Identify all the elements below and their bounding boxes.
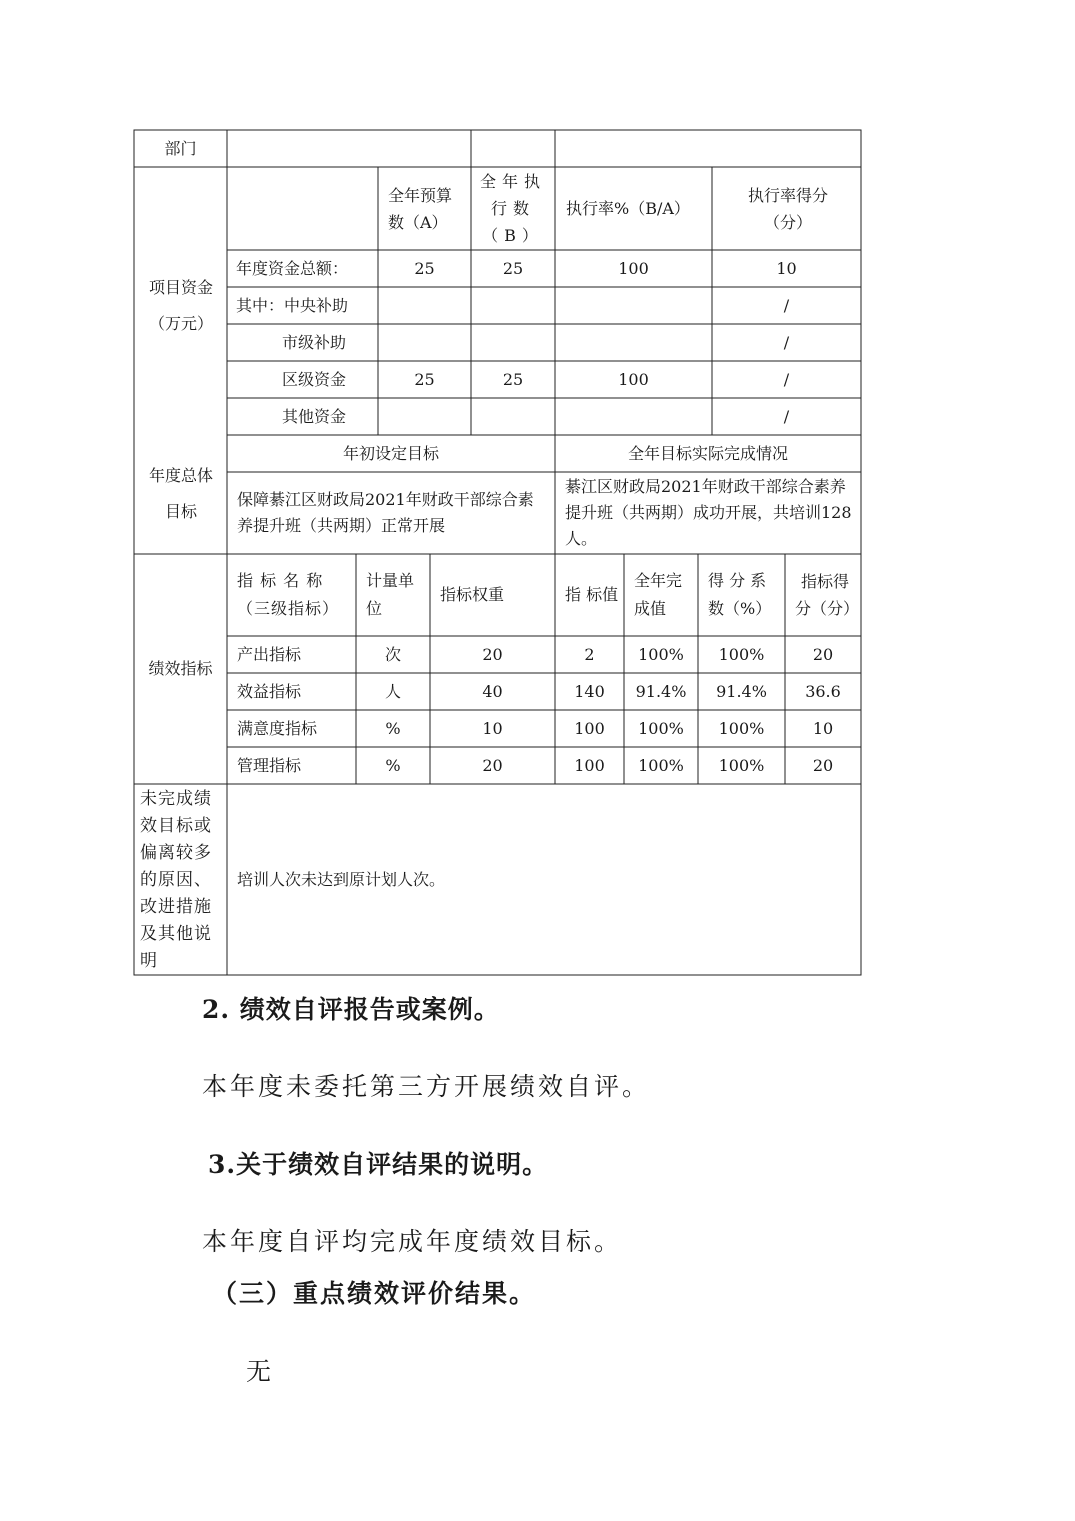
perf-row-score: 10 [812,718,834,738]
funds-row-a [378,324,471,361]
perf-row-name: 管理指标 [237,755,302,775]
perf-row-value: 100 [574,718,605,738]
perf-row-weight: 40 [482,681,503,701]
perf-row-weight: 20 [482,644,503,664]
funds-col-score: 执行率得分（分） [747,185,828,232]
funds-row-name: 年度资金总额： [236,258,349,278]
funds-row-rate [555,398,712,435]
funds-row-score: / [783,406,790,426]
funds-row-b [471,398,555,435]
perf-row-value: 140 [574,681,605,701]
goal-initial-header: 年初设定目标 [342,443,439,463]
funds-row-a [378,398,471,435]
perf-row-done: 100% [638,755,684,775]
funds-col-budget: 全年预算数（A） [388,185,453,232]
perf-row-score: 20 [812,644,834,664]
perf-row-value: 2 [584,644,595,664]
funds-row-rate: 100 [618,258,649,278]
funds-row-a: 25 [414,258,435,278]
funds-row-score: / [783,332,790,352]
funds-row-a: 25 [414,369,435,389]
perf-row-name: 产出指标 [237,644,302,664]
section-2-text: 本年度未委托第三方开展绩效自评。 [202,1072,651,1101]
funds-row-rate: 100 [618,369,649,389]
perf-row-coef: 100% [718,755,765,775]
perf-row-unit: 人 [384,681,401,701]
section-4-text: 无 [246,1357,275,1386]
perf-row-done: 91.4% [635,681,687,701]
funds-row-b [471,287,555,324]
perf-col-unit: 计量单位 [366,571,415,618]
perf-col-name: 指 标 名 称（三级指标） [237,571,340,618]
perf-row-name: 效益指标 [237,681,302,701]
section-3-title: 3.关于绩效自评结果的说明。 [208,1150,549,1179]
perf-col-score: 指标得 分（分） [795,572,860,618]
funds-label: 项目资金（万元） [148,278,213,333]
goal-actual-header: 全年目标实际完成情况 [627,443,788,463]
perf-col-value: 指 标值 [565,585,619,604]
goal-initial-text: 保障綦江区财政局2021年财政干部综合素养提升班（共两期）正常开展 [237,490,534,535]
section-2-title: 2. 绩效自评报告或案例。 [202,995,500,1024]
perf-row-value: 100 [574,755,605,775]
perf-row-weight: 20 [482,755,503,775]
funds-row-name: 区级资金 [282,369,347,389]
perf-col-done: 全年完成值 [634,571,683,618]
perf-row-name: 满意度指标 [237,718,318,738]
funds-col-rate: 执行率%（B/A） [566,198,690,218]
perf-row-done: 100% [638,718,684,738]
perf-row-weight: 10 [482,718,503,738]
funds-row-rate [555,287,712,324]
goal-actual-text: 綦江区财政局2021年财政干部综合素养提升班（共两期）成功开展，共培训128人。 [565,477,852,548]
funds-row-name: 市级补助 [282,332,347,352]
funds-row-score: 10 [776,258,797,278]
funds-col-exec: 全年执行数（B） [479,172,546,245]
perf-row-unit: 次 [384,644,401,664]
unfinished-text: 培训人次未达到原计划人次。 [237,869,446,889]
funds-row-score: / [783,295,790,315]
perf-row-coef: 100% [718,644,765,664]
unfinished-label: 未完成绩效目标或偏离较多的原因、改进措施及其他说明 [140,788,212,971]
dept-label: 部门 [164,138,197,158]
perf-row-unit: % [385,755,401,775]
goal-label: 年度总体目标 [148,466,213,521]
perf-row-coef: 91.4% [716,681,767,701]
funds-row-score: / [783,369,790,389]
perf-col-coef: 得 分 系数（%） [708,571,772,618]
funds-row-name: 其中：中央补助 [236,295,349,315]
funds-row-a [378,287,471,324]
perf-row-score: 20 [812,755,834,775]
section-3-text: 本年度自评均完成年度绩效目标。 [202,1227,623,1256]
funds-row-b [471,324,555,361]
funds-row-b: 25 [502,369,524,389]
perf-row-done: 100% [638,644,684,664]
perf-col-weight: 指标权重 [440,585,505,604]
funds-row-name: 其他资金 [282,406,347,426]
perf-row-unit: % [385,718,401,738]
perf-row-score: 36.6 [805,681,841,701]
section-4-title: （三）重点绩效评价结果。 [212,1279,537,1308]
funds-row-rate [555,324,712,361]
perf-label: 绩效指标 [148,659,213,678]
funds-row-b: 25 [502,258,524,278]
perf-row-coef: 100% [718,718,765,738]
